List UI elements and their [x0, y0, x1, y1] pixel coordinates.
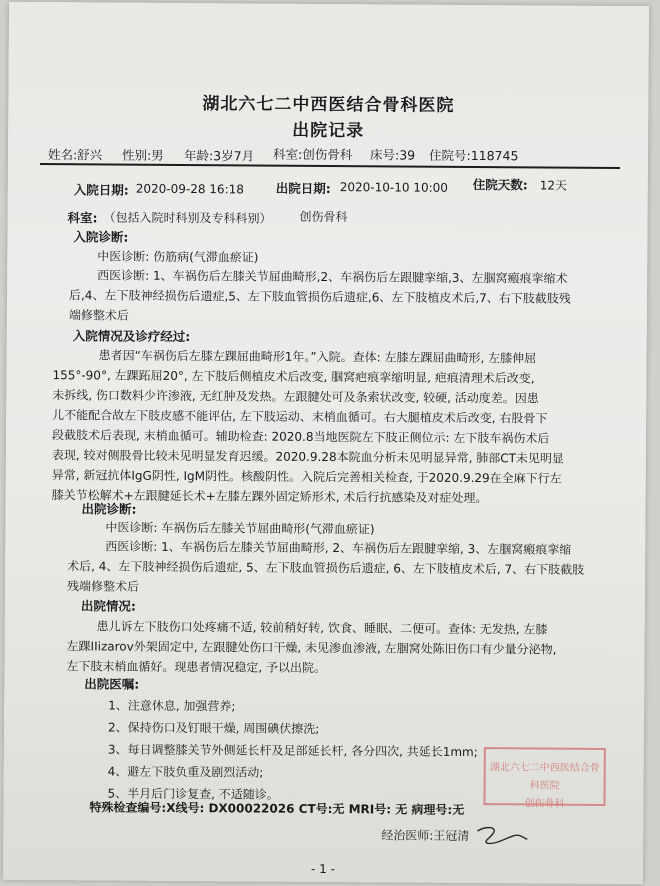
admission-diagnosis-heading: 入院诊断: — [73, 229, 129, 245]
page-number: - 1 - — [311, 861, 336, 877]
header-divider — [40, 163, 620, 169]
dept-note: （包括入院时科别及专科科别） — [103, 210, 272, 226]
discharge-diagnosis-heading: 出院诊断: — [81, 501, 137, 517]
text-line: 残端修整术后 — [66, 579, 140, 594]
admit-date-label: 入院日期: — [73, 182, 129, 198]
list-item: 3、每日调整膝关节外侧延长杆及足部延长杆, 各分四次, 共延长1mm; — [107, 742, 478, 760]
hospital-name: 湖北六七二中西医结合骨科医院 — [202, 94, 455, 116]
list-item: 4、避左下肢负重及剧烈活动; — [107, 764, 264, 780]
admission-number: 住院号:118745 — [428, 147, 519, 164]
admission-tcm-diagnosis: 中医诊断: 伤筋病(气滞血瘀证) — [97, 249, 259, 265]
discharge-tcm-diagnosis: 中医诊断: 车祸伤后左膝关节屈曲畸形(气滞血瘀证) — [105, 520, 375, 537]
text-line: 左下肢末梢血循好。现患者情况稳定, 予以出院。 — [66, 659, 327, 676]
text-line: 端修整术后 — [68, 308, 129, 323]
patient-sex: 性别:男 — [121, 147, 164, 163]
stamp-line: 湖北六七二中西医结合骨科医院 — [489, 762, 600, 792]
dept-value: 创伤骨科 — [299, 209, 348, 225]
list-item: 1、注意休息, 加强营养; — [108, 698, 236, 714]
text-line: 西医诊断: 1、车祸伤后左膝关节屈曲畸形, 2、车祸伤后左跟腱挛缩, 3、左腘窝瘢痕挛缩 — [105, 539, 572, 557]
text-line: 术后, 4、左下肢神经损伤后遗症, 5、左下肢血管损伤后遗症, 6、左下肢植皮术后, 7、右下肢截肢 — [67, 559, 585, 577]
text-line: 段截肢术后表现, 末梢血循可。辅助检查: 2020.8当地医院左下肢正侧位示: 左下肢车祸伤术后 — [51, 428, 550, 446]
discharge-status-heading: 出院情况: — [80, 598, 136, 614]
stamp-line: 创伤骨科 — [524, 798, 565, 810]
patient-age: 年龄:3岁7月 — [183, 148, 255, 164]
text-line: 儿不能配合故左下肢皮感不能评估, 左下肢运动、末梢血循可。右大腿植皮术后改变, 右股骨下 — [52, 408, 548, 426]
discharge-orders-list — [107, 694, 478, 807]
text-line: 左踝IIizarov外架固定中, 左跟腱处伤口干燥, 未见渗血渗液, 左腘窝处陈旧伤口有少量分泌物, — [66, 639, 557, 657]
attending-doctor: 经治医师:王冠清 — [381, 828, 470, 844]
discharge-orders-heading: 出院医嘱: — [84, 676, 140, 692]
list-item: 2、保持伤口及钉眼干燥, 周围碘伏擦洗; — [107, 720, 320, 736]
course-heading: 入院情况及诊疗经过: — [72, 328, 191, 345]
stay-days-label: 住院天数: — [472, 177, 528, 193]
patient-bed: 床号:39 — [369, 147, 416, 163]
patient-dept: 科室:创伤骨科 — [272, 146, 353, 163]
discharge-record-page — [3, 2, 649, 884]
admit-date-value: 2020-09-28 16:18 — [135, 181, 244, 197]
list-item: 5、半月后门诊复查, 不适随诊。 — [107, 786, 279, 802]
text-line: 异常, 新冠抗体IgG阴性, IgM阴性。核酸阴性。入院后完善相关检查, 于2020.9.29在全麻下行左 — [51, 468, 562, 486]
text-line: 患者因“车祸伤后左膝左踝屈曲畸形1年。”入院。查体: 左膝左踝屈曲畸形, 左膝伸屈 — [98, 348, 537, 366]
text-line: 后,4、左下肢神经损伤后遗症,5、左下肢血管损伤后遗症,6、左下肢植皮术后,7、右下肢截肢残 — [68, 288, 571, 306]
dept-label: 科室: — [67, 210, 98, 226]
discharge-date-label: 出院日期: — [275, 180, 331, 197]
text-line: 患儿诉左下肢伤口处疼痛不适, 较前稍好转, 饮食、睡眠、二便可。查体: 无发热, 左膝 — [96, 619, 548, 637]
text-line: 表现, 较对侧股骨比较未见明显发育迟缓。2020.9.28本院血分析未见明显异常, 肺部CT未见明显 — [51, 448, 564, 466]
admission-western-diagnosis — [69, 265, 571, 329]
special-exam-line: 特殊检查编号:X线号: DX00022026 CT号:无 MRI号: 无 病理号:无 — [89, 800, 465, 817]
document-title: 出院记录 — [292, 120, 365, 142]
discharge-status-body — [66, 616, 556, 679]
discharge-western-diagnosis — [67, 536, 584, 600]
discharge-date-value: 2020-10-10 10:00 — [339, 180, 448, 195]
signature-mark — [473, 823, 529, 847]
hospital-stamp — [483, 747, 605, 810]
text-line: 膝关节松解术+左跟腱延长术+左膝左踝外固定矫形术, 术后行抗感染及对症处理。 — [51, 488, 488, 506]
stay-days-value: 12天 — [539, 178, 568, 193]
patient-name: 姓名:舒兴 — [47, 147, 103, 163]
text-line: 155°-90°, 左踝跖屈20°, 左下肢后侧植皮术后改变, 腘窝疤痕挛缩明显, 疤痕清理术后改变, — [52, 368, 535, 386]
course-body — [52, 345, 565, 509]
text-line: 西医诊断: 1、车祸伤后左膝关节屈曲畸形,2、车祸伤后左跟腱挛缩,3、左腘窝瘢痕挛缩术 — [97, 268, 568, 286]
text-line: 未拆线, 伤口数料少许渗液, 无红肿及发热。左跟腱处可及条索状改变, 较硬, 活动度差。因患 — [52, 388, 539, 406]
